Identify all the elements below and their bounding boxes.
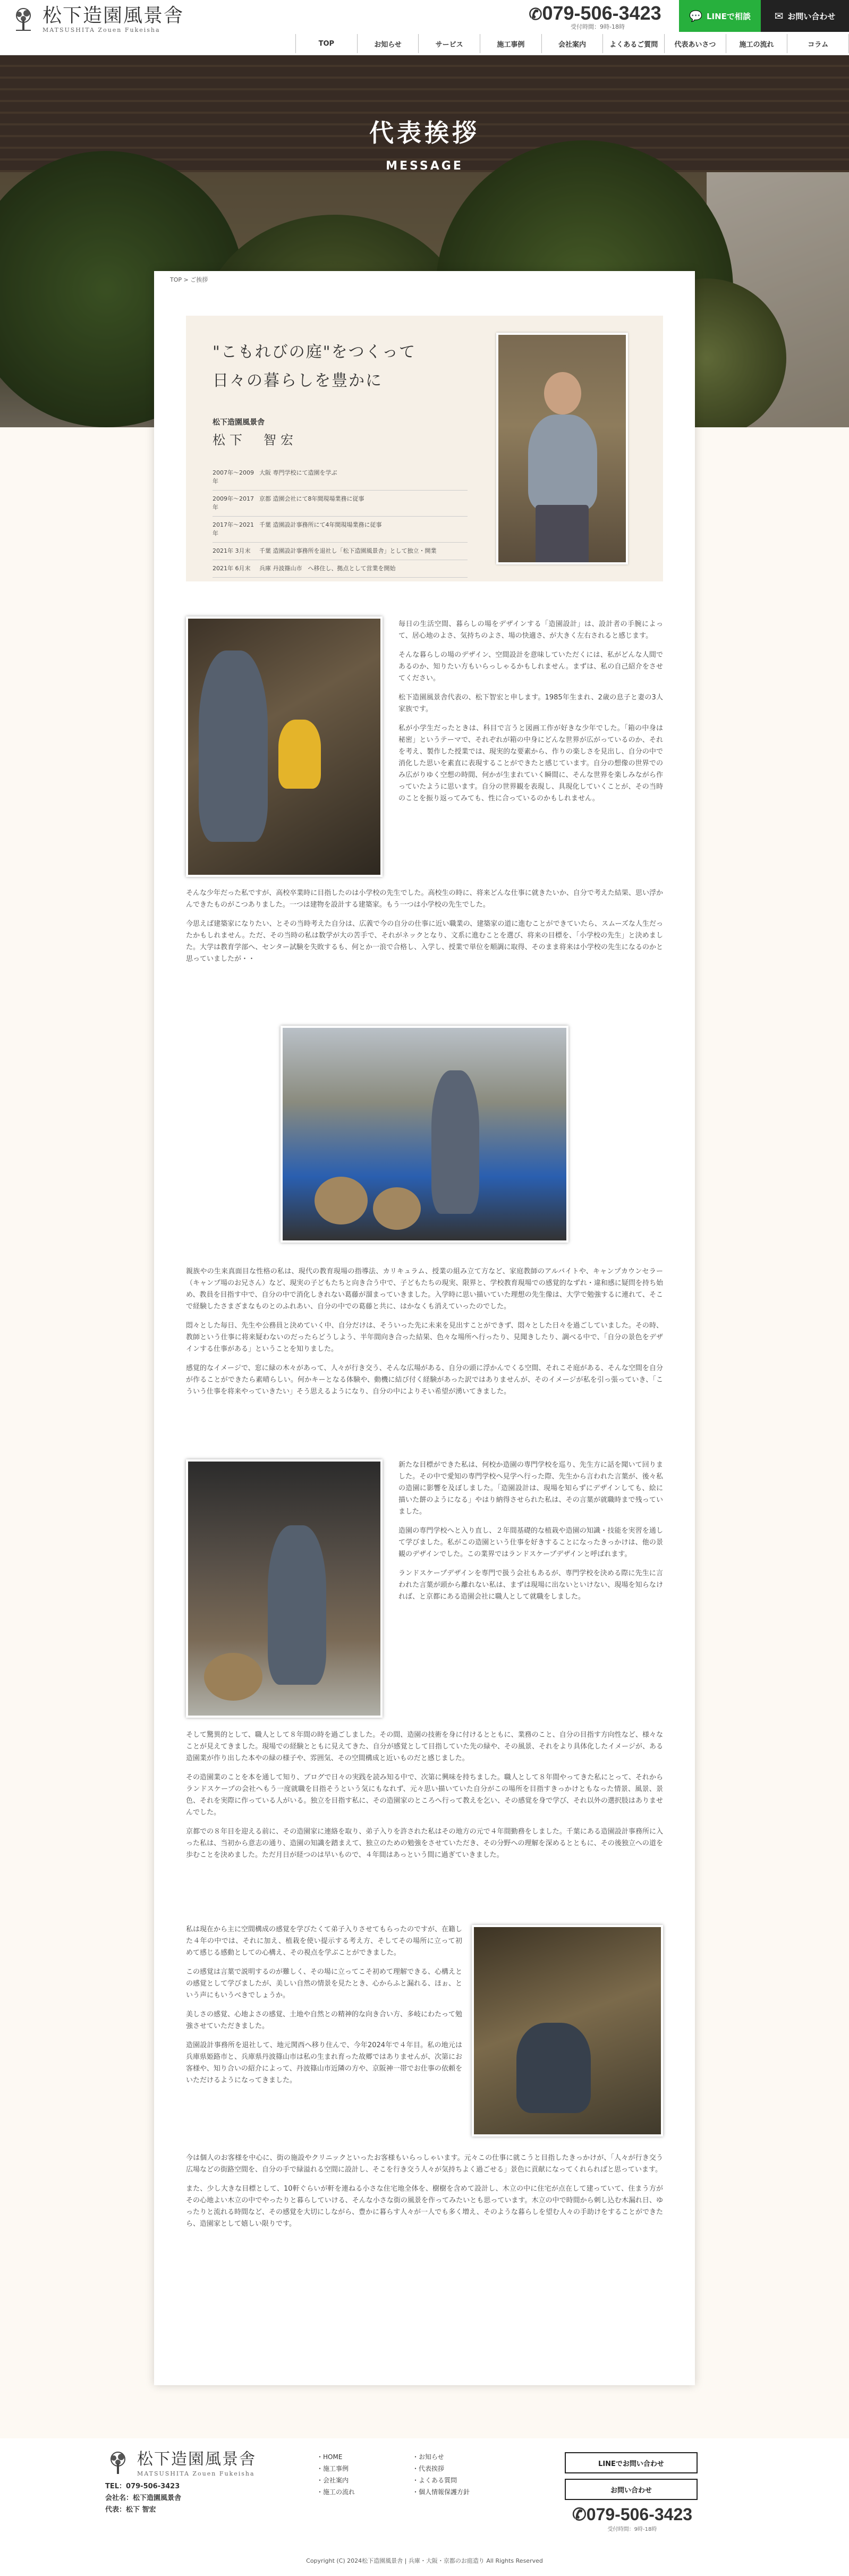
footer-link-company[interactable]: ・会社案内 [317, 2477, 349, 2484]
hero-subtitle: MESSAGE [386, 159, 463, 173]
history-year: 2017年〜2021年 [213, 521, 254, 537]
representative-portrait [496, 333, 628, 564]
history-year: 2007年〜2009年 [213, 469, 254, 485]
section1-text [398, 619, 663, 812]
paragraph: 私が小学生だったときは、科目で言うと図画工作が好きな少年でした。「箱の中身は秘密」というテーマで、それぞれが箱の中身にどんな世界が広がっているのか、それを考え、製作した授業では、現実的な要素から、作りの楽しさを見出し、自分の中で消化した思いを素直に表現することができたと感じています。自分の想像の世界でのみ広がりゆく空想の時間、何かが生まれていく瞬間に、そんな世界を楽しみながら作っていたように思います。自分の世界観を表現し、具現化していくことが、その当時のことを振り返ってみても、性に合っているのかもしれません。 [398, 724, 663, 803]
history-list [213, 464, 468, 578]
line-button-label: LINEで相談 [706, 11, 751, 21]
footer-link-news[interactable]: ・お知らせ [412, 2453, 444, 2461]
photo-rootball [204, 1653, 262, 1701]
history-text: 千葉 造園設計事務所にて4年間現場業務に従事 [259, 521, 382, 528]
paragraph: 毎日の生活空間、暮らしの場をデザインする「造園設計」は、設計者の手腕によって、居心地のよさ、気持ちのよさ、場の快適さ、が大きく左右されると感じます。 [398, 620, 663, 640]
paragraph: 京都での８年目を迎える前に、その造園家に連絡を取り、弟子入りを許された私はその地方の元で４年間勤務をしました。千葉にある造園設計事務所に入った私は、当初から意志の通り、造園の知識を踏まえて、独立のための勉強をさせていただき、その分野への理解を深めるとともに、その後独立への道を歩むことを決めました。ただ月日が経つのは早いもので、４年間はあっという間に過ぎていきました。 [186, 1828, 663, 1859]
quote-line-1: "こもれびの庭"をつくって [213, 343, 416, 361]
footer-line-button[interactable]: LINEでお問い合わせ [565, 2452, 698, 2473]
paragraph: ランドスケープデザインを専門で扱う会社もあるが、専門学校を決める際に先生に言われた言葉が頭から離れない私は、まずは現場に出ないといけない、現場を知らなければ、と京都にある造園会社に職人として就職をしました。 [398, 1569, 663, 1601]
footer-link-label: よくある質問 [419, 2477, 457, 2484]
footer-links-2 [412, 2451, 470, 2498]
photo-rootball [315, 1177, 368, 1224]
photo-person [516, 2023, 591, 2113]
site-logo[interactable] [11, 5, 184, 33]
photo-child [278, 720, 321, 789]
footer-phone-number: 079-506-3423 [586, 2505, 693, 2524]
paragraph: 悶々とした毎日、先生や公務員と決めていく中、自分だけは、そういった先に未来を見出すことができず、悶々とした日々を過ごしていました。その時、教師という仕事に将来疑わないのだったらどうしよう、半年間向き合った結果、色々な場所へ行ったり、見聞きしたり、調べる中で、「自分の景色をデザインする仕事がある」ということを知りました。 [186, 1322, 663, 1353]
nav-service[interactable]: サービス [418, 34, 480, 53]
history-row [213, 517, 468, 543]
nav-works[interactable]: 施工事例 [480, 34, 541, 53]
section6-text [186, 1924, 462, 2094]
footer-link-label: 施工事例 [323, 2465, 349, 2472]
paragraph: そして驚異的として、職人として８年間の時を過ごしました。その間、造園の技術を身に付けるとともに、業務のこと、自分の目指す方向性など、様々なことが見えてきました。現場での経験とともに見えてきた、自分が感覚として目指していた先の緑や、その風景、それをより具体化したイメージが、ある造園業が作り出した本やの緑の様子や、雰囲気、その空間構成と近いものだと感じました。 [186, 1731, 663, 1762]
nav-flow[interactable]: 施工の流れ [726, 34, 787, 53]
paragraph: 松下造園風景舎代表の、松下智宏と申します。1985年生まれ、2歳の息子と妻の3人家族です。 [398, 694, 663, 713]
contact-button[interactable] [761, 0, 849, 32]
line-consult-button[interactable] [679, 0, 761, 32]
footer-logo[interactable] [105, 2449, 256, 2477]
nav-company[interactable]: 会社案内 [541, 34, 603, 53]
footer-contact-button[interactable]: お問い合わせ [565, 2479, 698, 2500]
quote-line-2: 日々の暮らしを豊かに [213, 371, 383, 390]
photo-person [431, 1070, 479, 1214]
copyright: Copyright (C) 2024松下造園風景舎 | 兵庫・大阪・京都のお庭造り All Rights Reserved [306, 2557, 543, 2564]
portrait-head [544, 372, 581, 415]
logo-title: 松下造園風景舎 [43, 5, 184, 27]
history-text: 京都 造園会社にて8年間現場業務に従事 [259, 495, 364, 502]
footer-link-message[interactable]: ・代表挨拶 [412, 2465, 445, 2472]
paragraph: 親族やの生来真面目な性格の私は、現代の教育現場の指導法、カリキュラム、授業の組み立て方など、家庭教師のアルバイトや、キャンプカウンセラー（キャンプ場のお兄さん）など、現実の子どもたちと向き合う中で、子どもたちの現実、限界と、学校教育現場での感覚的なずれ・違和感に疑問を持ち始め、教員を目指す中で、自分の中で消化しきれない葛藤が溜まっていきました。入学時に思い描いていた理想の先生像は、大学で勉強するに連れて、そこで経験したさまざまなものとのふれあい、自分の中での葛藤と共に、はかなくも消えていったのでした。 [186, 1268, 663, 1311]
footer-rep: 代表：松下 智宏 [105, 2506, 156, 2514]
footer-link-label: 施工の流れ [323, 2488, 355, 2496]
representative-name: 松下 智宏 [213, 433, 298, 447]
history-year: 2021年 3月末 [213, 547, 251, 554]
photo-person [268, 1525, 326, 1685]
site-footer [0, 2438, 849, 2576]
footer-link-flow[interactable]: ・施工の流れ [317, 2488, 355, 2496]
intro-quote [213, 338, 416, 395]
tree-logo-icon [105, 2451, 131, 2476]
footer-company-info [105, 2481, 181, 2516]
photo-tree-carrying [186, 1459, 383, 1718]
history-row [213, 560, 468, 578]
paragraph: 美しさの感覚、心地よさの感覚、土地や自然との精神的な向き合い方、多岐にわたって勉強させていただきました。 [186, 2011, 463, 2030]
footer-company: 会社名：松下造園風景舎 [105, 2494, 182, 2502]
phone-icon: ✆ [529, 6, 542, 23]
paragraph: 今は個人のお客様を中心に、街の施設やクリニックといったお客様もいらっしゃいます。元々この仕事に就こうと目指したきっかけが、「人々が行き交う広場などの街路空間を、自分の手で緑溢れる空間に設計し、そこを行き交う人々が気持ちよく過ごせる」景色に貢献になってくれらればと思っています。 [186, 2154, 663, 2174]
footer-link-label: 個人情報保護方針 [419, 2488, 470, 2496]
paragraph: また、少し大きな目標として、10軒ぐらいが軒を連ねる小さな住宅地全体を、樹樹を含めて設計し、木立の中に住宅が点在して建っていて、住まう方がその心地よい木立の中でやったりと暮らしていける、そんな小さな街の風景を作ってみたいとも思っています。木立の中で時間から刺し込む木漏れ日、ゆったりと流れる時間など、その感覚を大切にしながら、豊かに暮らす人々が一人でも多く増え、そのような暮らしを望む人々の手助けをすることができたら、造園家として嬉しい限りです。 [186, 2185, 663, 2228]
nav-news[interactable]: お知らせ [357, 34, 419, 53]
footer-link-privacy[interactable]: ・個人情報保護方針 [412, 2488, 470, 2496]
footer-link-label: 代表挨拶 [419, 2465, 445, 2472]
contact-button-label: お問い合わせ [787, 11, 836, 21]
portrait-body [528, 415, 597, 510]
section7-text [186, 2152, 663, 2237]
paragraph: その造園業のことを本を通して知り、ブログで日々の実践を読み知る中で、次第に興味を持ちました。職人として８年間やってきた私にとって、それからランドスケープの会社へもう一度就職を目指そうという気にもなれず、元々思い描いていた自分がこの場所を目指すきっかけともなった情景、風景、景色、それを実際に作っている人がいる。独立を目指す私に、その造園家のところへ行って教えを乞い、その感覚を身で学び、それ以外の選択肢はありませんでした。 [186, 1773, 663, 1817]
paragraph: 造園の専門学校へと入り直し、２年間基礎的な植栽や造園の知識・技能を実習を通して学びました。私がこの造園という仕事を好きすることになったきっかけは、他の景観のデザインでした。この業界ではランドスケープデザインと呼ばれます。 [398, 1527, 663, 1558]
main-nav [295, 34, 849, 53]
history-text: 大阪 専門学校にて造園を学ぶ [259, 469, 337, 476]
history-text: 兵庫 丹波篠山市 へ移住し、拠点として営業を開始 [259, 565, 396, 572]
history-row [213, 491, 468, 517]
nav-top[interactable]: TOP [295, 34, 357, 53]
paragraph: この感覚は言葉で説明するのが難しく、その場に立ってこそ初めて理解できる、心構えとの感覚として学びましたが、美しい自然の情景を見たとき、心からふと漏れる、ほぉ、という声にもいうべきでしょうか。 [186, 1968, 462, 1999]
paragraph: 感覚的なイメージで、窓に緑の木々があって、人々が行き交う、そんな広場がある、自分の頭に浮かんでくる空間、それこそ庭がある、そんな空間を自分が作ることができたら素晴らしい。何かキーとなる体験や、動機に結び付く経験があった訳ではありませんが、そのイメージが私を引っ張っていき、「こういう仕事を将来やっていきたい」そう思えるようになり、自分の中によりそい希望が湧いてきました。 [186, 1364, 663, 1396]
history-text: 千葉 造園設計事務所を退社し「松下造園風景舎」として独立・開業 [259, 547, 437, 554]
footer-link-label: お知らせ [419, 2453, 444, 2461]
paragraph: そんな暮らしの場のデザイン、空間設計を意味していただくには、私がどんな人間であるのか、知りたい方もいらっしゃるかもしれません。まずは、私の自己紹介をさせてください。 [398, 651, 663, 682]
footer-logo-subtitle: MATSUSHITA Zouen Fukeisha [137, 2470, 255, 2477]
footer-link-label: HOME [323, 2453, 343, 2461]
portrait-legs [536, 505, 589, 564]
footer-hours: 受付時間：9時-18時 [607, 2527, 657, 2532]
history-year: 2009年〜2017年 [213, 495, 254, 511]
site-header [0, 0, 849, 55]
nav-message[interactable]: 代表あいさつ [664, 34, 726, 53]
mail-icon: ✉ [774, 10, 784, 22]
paragraph: 新たな目標ができた私は、何校か造園の専門学校を巡り、先生方に話を聞いて回りました。その中で愛知の専門学校へ見学へ行った際、先生から言われた言葉が、後々私の造園に影響を及ぼしました。「造園設計は、現場を知らずにデザインしても、絵に描いた餅のようになる」やはり納得させられた私は、その言葉が就職時まで残っていました。 [398, 1461, 663, 1516]
nav-faq[interactable]: よくあるご質問 [602, 34, 664, 53]
photo-rootball [373, 1187, 421, 1230]
paragraph: 今思えば建築家になりたい、とその当時考えた自分は、広義で今の自分の仕事に近い職業の、建築家の道に進むことができていたら、スムーズな人生だったかもしれません。ただ、その当時の私は数学が大の苦手で、それがネックとなり、文系に進むことを選び、将来の目標を、「小学校の先生」と決めました。大学は教育学部へ、センター試験を失敗するも、何とか一浪で合格し、入学し、授業で単位を順調に取得、そのまま将来は小学校の先生になるのかと思っていましたが・・ [186, 920, 663, 963]
paragraph: 私は現在から主に空間構成の感覚を学びたくて弟子入りさせてもらったのですが、在籍した４年の中では、それに加え、植栽を使い提示する考え方、そしてその場所に立って初めて感じる感動としての心構え、その視点を学ぶことができました。 [186, 1925, 463, 1957]
section3-text [186, 1266, 663, 1405]
footer-links-1 [317, 2451, 355, 2498]
section2-text [186, 888, 663, 973]
hero-title: 代表挨拶 [369, 119, 480, 147]
company-name-label: 松下造園風景舎 [213, 418, 265, 427]
section5-text [186, 1729, 663, 1869]
intro-panel [186, 316, 663, 581]
history-row [213, 543, 468, 560]
footer-link-faq[interactable]: ・よくある質問 [412, 2477, 457, 2484]
tree-logo-icon [11, 7, 36, 32]
header-phone-number: 079-506-3423 [542, 2, 661, 24]
photo-planting-work [281, 1026, 568, 1243]
photo-person [199, 651, 268, 842]
header-phone[interactable] [515, 2, 675, 24]
logo-subtitle: MATSUSHITA Zouen Fukeisha [43, 27, 160, 33]
footer-logo-title: 松下造園風景舎 [137, 2450, 256, 2469]
footer-link-home[interactable]: ・HOME [317, 2453, 343, 2461]
photo-father-child [186, 616, 383, 877]
content-card [154, 271, 695, 2385]
breadcrumb[interactable]: TOP > ご挨拶 [170, 276, 208, 283]
phone-icon: ✆ [572, 2505, 587, 2524]
history-row [213, 464, 468, 491]
section4-text [398, 1459, 663, 1610]
footer-phone[interactable] [563, 2504, 701, 2524]
paragraph: そんな少年だった私ですが、高校卒業時に目指したのは小学校の先生でした。高校生の時に、将来どんな仕事に就きたいか、自分で考えた結果、思い浮かんできたものがこつありました。一つは建物を設計する建築家。もう一つは小学校の先生でした。 [186, 889, 663, 909]
header-hours: 受付時間：9時-18時 [571, 23, 625, 30]
footer-link-label: 会社案内 [323, 2477, 349, 2484]
photo-garden-planting [472, 1925, 663, 2136]
history-year: 2021年 6月末 [213, 565, 251, 572]
line-icon: 💬 [689, 10, 702, 22]
paragraph: 造園設計事務所を退社して、地元関西へ移り住んで、今年2024年で４年目。私の地元は兵庫県姫路市と、兵庫県丹波篠山市は私の生まれ育った故郷ではありませんが、次第にお客様や、知り合いの紹介によって、丹波篠山市近隣の方や、京阪神一帯でお仕事の依頼をいただけるようになってきました。 [186, 2041, 463, 2084]
footer-link-works[interactable]: ・施工事例 [317, 2465, 349, 2472]
nav-column[interactable]: コラム [787, 34, 849, 53]
footer-tel: TEL：079-506-3423 [105, 2482, 180, 2490]
